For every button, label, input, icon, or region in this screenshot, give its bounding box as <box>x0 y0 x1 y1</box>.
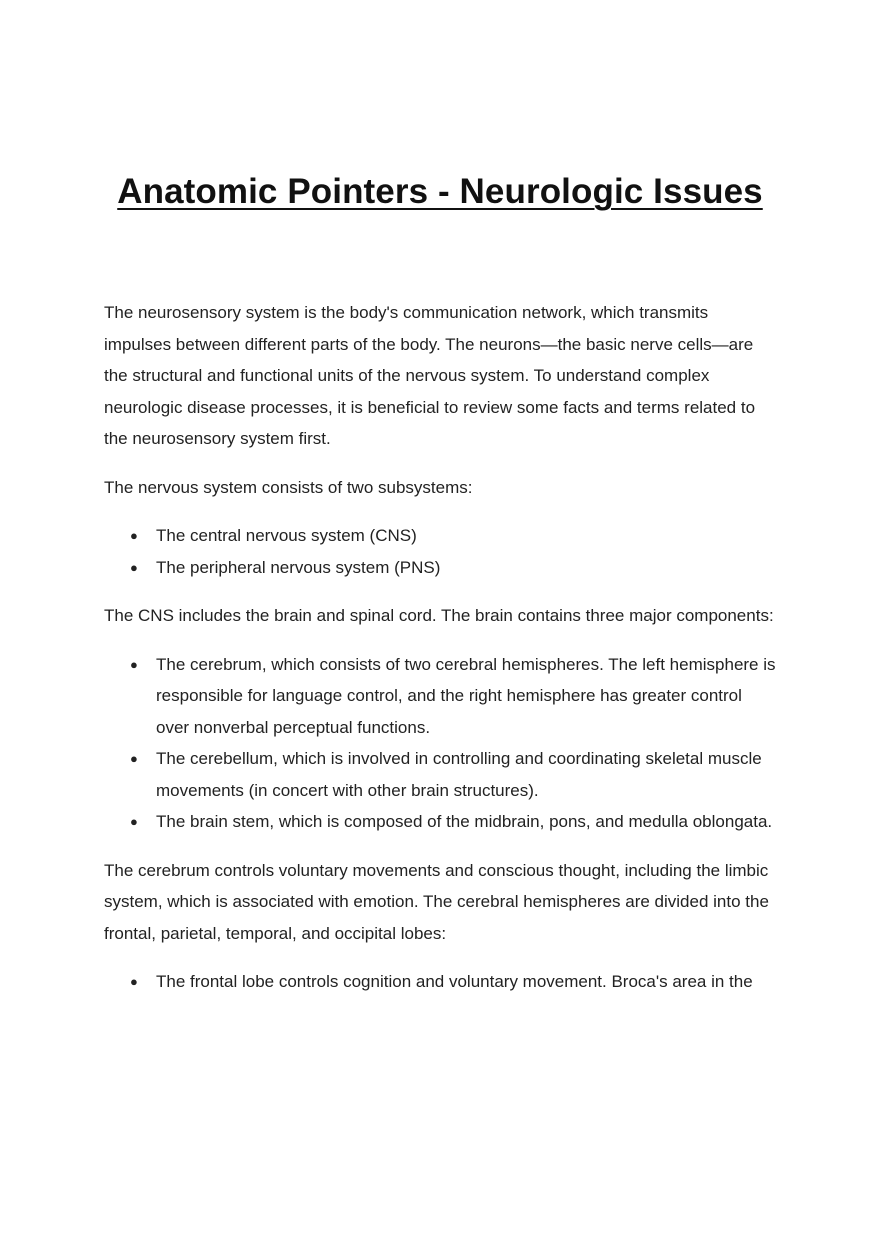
list-item-text: The brain stem, which is composed of the midbrain, pons, and medulla oblongata. <box>156 812 773 831</box>
list-item <box>104 966 776 998</box>
bullet-icon: ● <box>130 974 138 989</box>
list-item-text: The peripheral nervous system (PNS) <box>156 557 441 577</box>
list-item-text: The central nervous system (CNS) <box>156 526 417 545</box>
list-item-text: The cerebellum, which is involved in controlling and coordinating skeletal muscle movements (in concert with other brain structures). <box>156 749 762 800</box>
list-item <box>104 806 776 838</box>
intro-paragraph: The neurosensory system is the body's communication network, which transmits impulses between different parts of the body. The neurons—the basic nerve cells—are the structural and functional units of the nervous system. To understand complex neurologic disease processes, it is beneficial to review some facts and terms related to the neurosensory system first. <box>104 303 756 448</box>
bullet-icon: ● <box>130 656 138 672</box>
list-item <box>104 649 776 744</box>
bullet-icon: ● <box>130 559 138 575</box>
list-item <box>104 743 776 806</box>
bullet-icon: ● <box>130 751 138 766</box>
bullet-icon: ● <box>130 528 138 543</box>
list-item-text: The cerebrum, which consists of two cerebral hemispheres. The left hemisphere is responsible for language control, and the right hemisphere has greater control over nonverbal perceptual functions. <box>156 654 776 737</box>
list-item <box>104 552 776 584</box>
brain-components-list <box>104 649 776 838</box>
cns-paragraph: The CNS includes the brain and spinal cord. The brain contains three major components: <box>104 606 774 625</box>
list-item <box>104 520 776 552</box>
page-title: Anatomic Pointers - Neurologic Issues <box>117 172 763 211</box>
subsystems-intro-paragraph: The nervous system consists of two subsystems: <box>104 477 473 497</box>
list-item-text: The frontal lobe controls cognition and voluntary movement. Broca's area in the <box>156 972 753 991</box>
document-body <box>104 297 776 1015</box>
bullet-icon: ● <box>130 814 138 829</box>
lobes-list <box>104 966 776 998</box>
subsystems-list <box>104 520 776 583</box>
cerebrum-paragraph: The cerebrum controls voluntary movements and conscious thought, including the limbic system, which is associated with emotion. The cerebral hemispheres are divided into the frontal, parietal, temporal, and occipital lobes: <box>104 860 769 943</box>
